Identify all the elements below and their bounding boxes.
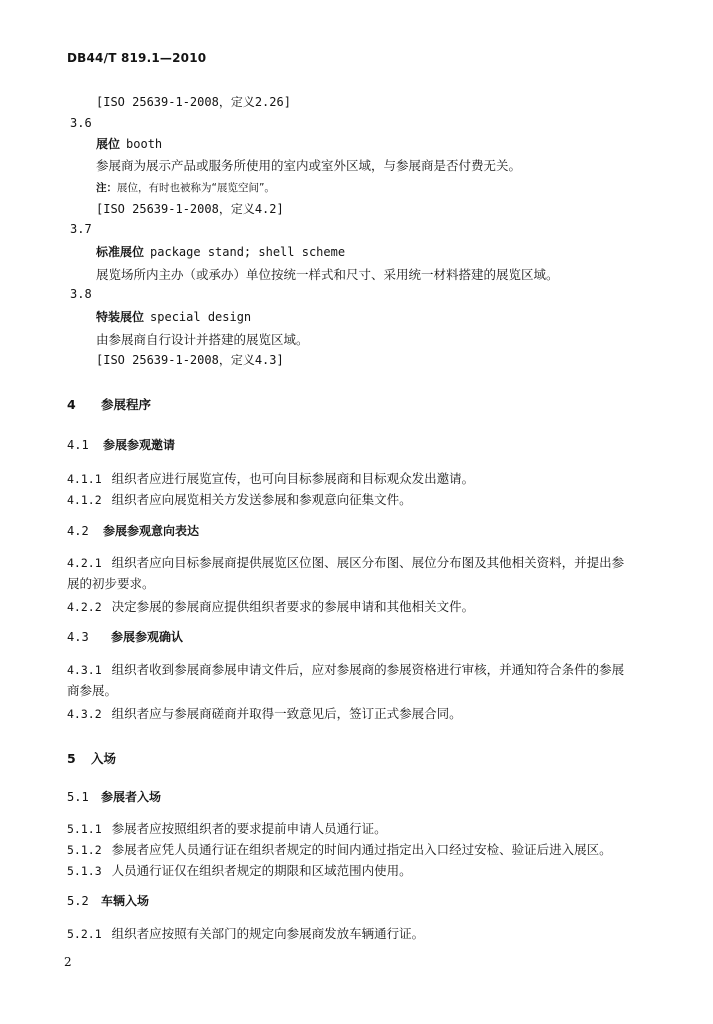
term-name-cn: 特装展位 <box>96 310 145 324</box>
section-number: 5 <box>67 751 76 766</box>
subsection-heading <box>67 788 161 805</box>
subsection-title: 参展者入场 <box>101 790 162 804</box>
note-text: 展位，有时也被称为“展览空间”。 <box>117 182 275 194</box>
clause <box>67 704 462 722</box>
clause-number: 4.3.1 <box>67 663 102 677</box>
term-definition: 参展商为展示产品或服务所使用的室内或室外区域，与参展商是否付费无关。 <box>96 158 522 173</box>
term-name-en: special design <box>150 310 252 324</box>
clause-number: 4.2.2 <box>67 600 102 614</box>
clause-number: 4.1.1 <box>67 472 102 486</box>
section-title: 参展程序 <box>101 397 152 412</box>
term-number: 3.7 <box>70 222 92 236</box>
clause-text: 参展者应凭人员通行证在组织者规定的时间内通过指定出入口经过安检、验证后进入展区。 <box>111 842 612 857</box>
subsection-number: 5.1 <box>67 790 89 804</box>
term-reference: [ISO 25639-1-2008，定义4.3] <box>96 353 284 367</box>
subsection-number: 4.2 <box>67 524 89 538</box>
clause <box>67 597 474 615</box>
term-name <box>96 308 251 325</box>
clause-number: 4.3.2 <box>67 707 102 721</box>
clause <box>67 469 474 487</box>
clause-continuation: 展的初步要求。 <box>67 576 155 591</box>
term-number: 3.6 <box>70 116 92 130</box>
clause <box>67 819 387 837</box>
reference-prev: [ISO 25639-1-2008，定义2.26] <box>96 95 291 109</box>
note-label: 注： <box>96 182 117 194</box>
page-number: 2 <box>64 955 72 969</box>
term-definition: 由参展商自行设计并搭建的展览区域。 <box>96 332 309 347</box>
term-name <box>96 243 345 260</box>
term-name-en: booth <box>126 137 163 151</box>
clause-text: 人员通行证仅在组织者规定的期限和区域范围内使用。 <box>111 863 412 878</box>
clause-text: 组织者应与参展商磋商并取得一致意见后，签订正式参展合同。 <box>111 706 462 721</box>
clause-text: 决定参展的参展商应提供组织者要求的参展申请和其他相关文件。 <box>111 599 475 614</box>
subsection-title: 参展参观意向表达 <box>103 524 200 538</box>
term-definition: 展览场所内主办（或承办）单位按统一样式和尺寸、采用统一材料搭建的展览区域。 <box>96 267 559 282</box>
term-name-en: package stand; shell scheme <box>150 245 346 259</box>
term-reference: [ISO 25639-1-2008，定义4.2] <box>96 202 284 216</box>
subsection-heading <box>67 436 175 453</box>
clause-text: 组织者应进行展览宣传，也可向目标参展商和目标观众发出邀请。 <box>111 471 475 486</box>
clause-continuation: 商参展。 <box>67 683 118 698</box>
subsection-number: 5.2 <box>67 894 89 908</box>
clause-number: 5.2.1 <box>67 927 102 941</box>
term-name-cn: 展位 <box>96 137 121 151</box>
term-note <box>96 180 275 195</box>
section-number: 4 <box>67 397 76 412</box>
subsection-number: 4.1 <box>67 438 89 452</box>
section-heading <box>67 395 151 413</box>
clause <box>67 660 624 678</box>
subsection-heading <box>67 628 183 645</box>
clause-text: 组织者收到参展商参展申请文件后，应对参展商的参展资格进行审核，并通知符合条件的参展 <box>111 662 625 677</box>
clause-number: 4.1.2 <box>67 493 102 507</box>
clause-number: 5.1.3 <box>67 864 102 878</box>
section-heading <box>67 749 116 767</box>
subsection-title: 参展参观邀请 <box>103 438 176 452</box>
standard-code: DB44/T 819.1—2010 <box>67 51 207 65</box>
clause-number: 5.1.1 <box>67 822 102 836</box>
clause <box>67 490 412 508</box>
section-title: 入场 <box>91 751 117 766</box>
clause-text: 组织者应按照有关部门的规定向参展商发放车辆通行证。 <box>111 926 425 941</box>
term-name <box>96 135 162 152</box>
subsection-title: 参展参观确认 <box>111 630 184 644</box>
term-name-cn: 标准展位 <box>96 245 145 259</box>
term-number: 3.8 <box>70 287 92 301</box>
subsection-title: 车辆入场 <box>101 894 150 908</box>
clause <box>67 553 624 571</box>
clause-text: 组织者应向目标参展商提供展览区位图、展区分布图、展位分布图及其他相关资料，并提出参 <box>111 555 625 570</box>
clause <box>67 840 612 858</box>
clause-text: 组织者应向展览相关方发送参展和参观意向征集文件。 <box>111 492 412 507</box>
clause-number: 5.1.2 <box>67 843 102 857</box>
clause-number: 4.2.1 <box>67 556 102 570</box>
subsection-heading <box>67 892 149 909</box>
subsection-number: 4.3 <box>67 630 89 644</box>
subsection-heading <box>67 522 199 539</box>
clause <box>67 861 412 879</box>
clause <box>67 924 424 942</box>
clause-text: 参展者应按照组织者的要求提前申请人员通行证。 <box>111 821 387 836</box>
